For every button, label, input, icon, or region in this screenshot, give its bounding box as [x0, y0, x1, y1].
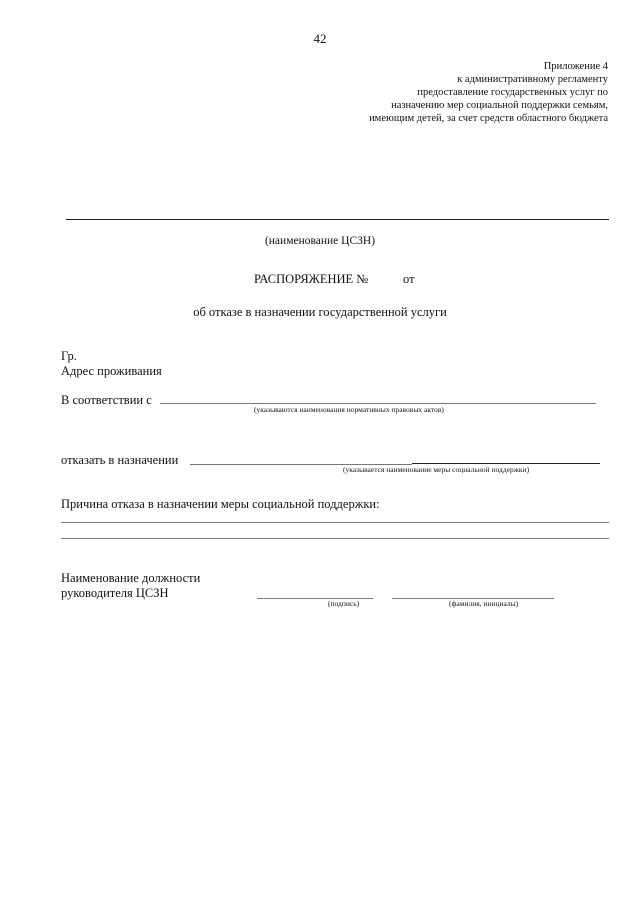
reason-line-1	[61, 522, 609, 523]
position-title-line2: руководителя ЦСЗН	[61, 586, 169, 600]
appendix-line: Приложение 4	[543, 61, 608, 72]
citizen-label: Гр.	[61, 349, 77, 363]
according-caption: (указываются наименования нормативных правовых актов)	[254, 405, 444, 414]
refuse-line-bold	[412, 463, 600, 464]
order-date-label: от	[403, 272, 415, 286]
page-number: 42	[313, 31, 327, 46]
appendix-note	[268, 60, 608, 125]
org-name-line	[66, 219, 609, 220]
appendix-line: имеющим детей, за счет средств областного бюджета	[369, 113, 608, 124]
signature-caption: (подпись)	[328, 599, 360, 608]
refuse-caption: (указывается наименование меры социальной поддержки)	[343, 465, 530, 474]
order-title: РАСПОРЯЖЕНИЕ №	[254, 272, 369, 286]
appendix-line: к административному регламенту	[457, 74, 608, 85]
position-title-line1: Наименование должности	[61, 571, 201, 585]
appendix-line: предоставление государственных услуг по	[417, 87, 608, 98]
document-subtitle: об отказе в назначении государственной услуги	[193, 305, 447, 319]
org-caption: (наименование ЦСЗН)	[264, 235, 376, 247]
address-label: Адрес проживания	[61, 364, 162, 378]
appendix-line: назначению мер социальной поддержки семьям,	[391, 100, 608, 111]
according-line	[160, 403, 596, 404]
reason-label: Причина отказа в назначении меры социальной поддержки:	[61, 497, 380, 511]
according-label: В соответствии с	[61, 393, 152, 407]
refuse-label: отказать в назначении	[61, 453, 179, 467]
name-caption: (фамилия, инициалы)	[449, 599, 519, 608]
reason-line-2	[61, 538, 609, 539]
